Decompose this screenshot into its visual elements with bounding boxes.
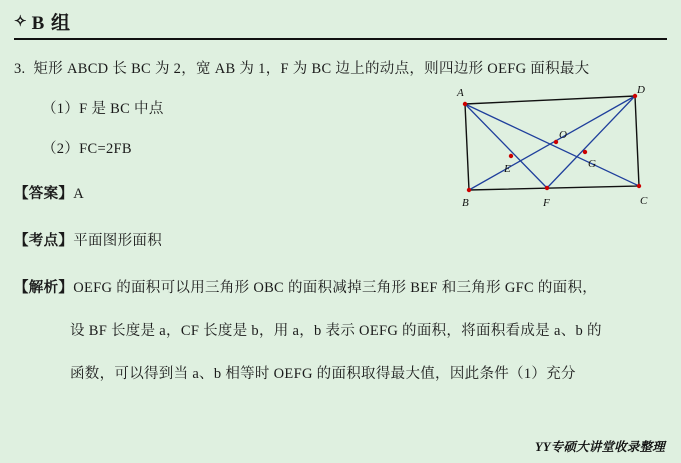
point-c-dot	[637, 184, 641, 188]
question-text: 矩形 ABCD 长 BC 为 2，宽 AB 为 1，F 为 BC 边上的动点，则四边形 OEFG 面积最大	[33, 61, 590, 77]
knowledge-tag: 【考点】	[14, 233, 74, 249]
section-title: B 组	[31, 13, 72, 34]
point-f-dot	[545, 186, 549, 190]
point-g-dot	[583, 150, 587, 154]
geometry-figure	[440, 82, 668, 214]
point-b-dot	[467, 188, 471, 192]
diamond-icon: ✧	[14, 14, 28, 30]
condition-1: （1）F 是 BC 中点	[42, 101, 164, 117]
label-o: O	[559, 129, 567, 141]
footer-watermark: YY专硕大讲堂收录整理	[535, 440, 665, 454]
section-header	[14, 8, 667, 40]
answer-tag: 【答案】	[14, 186, 74, 202]
point-a-dot	[463, 102, 467, 106]
question-number: 3.	[14, 61, 26, 77]
label-b: B	[462, 197, 469, 209]
label-e: E	[504, 163, 511, 175]
label-a: A	[457, 87, 464, 99]
knowledge-block	[14, 229, 667, 250]
analysis-block	[14, 276, 667, 297]
point-e-dot	[509, 154, 513, 158]
label-c: C	[640, 195, 648, 207]
analysis-line-1: OEFG 的面积可以用三角形 OBC 的面积减掉三角形 BEF 和三角形 GFC 的面积，	[73, 280, 598, 296]
knowledge-text: 平面图形面积	[73, 233, 163, 249]
label-d: D	[637, 84, 645, 96]
condition-2: （2）FC=2FB	[42, 141, 132, 157]
answer-text: A	[73, 186, 84, 202]
question-stem	[14, 57, 667, 78]
analysis-tag: 【解析】	[14, 280, 74, 296]
analysis-line-3: 函数，可以得到当 a、b 相等时 OEFG 的面积取得最大值，因此条件（1）充分	[70, 366, 576, 382]
label-f: F	[543, 197, 550, 209]
label-g: G	[588, 158, 596, 170]
analysis-line-2: 设 BF 长度是 a，CF 长度是 b，用 a，b 表示 OEFG 的面积，将面积看成是 a、b 的	[70, 323, 602, 339]
figure-diagonals	[465, 96, 639, 190]
point-o-dot	[554, 140, 558, 144]
